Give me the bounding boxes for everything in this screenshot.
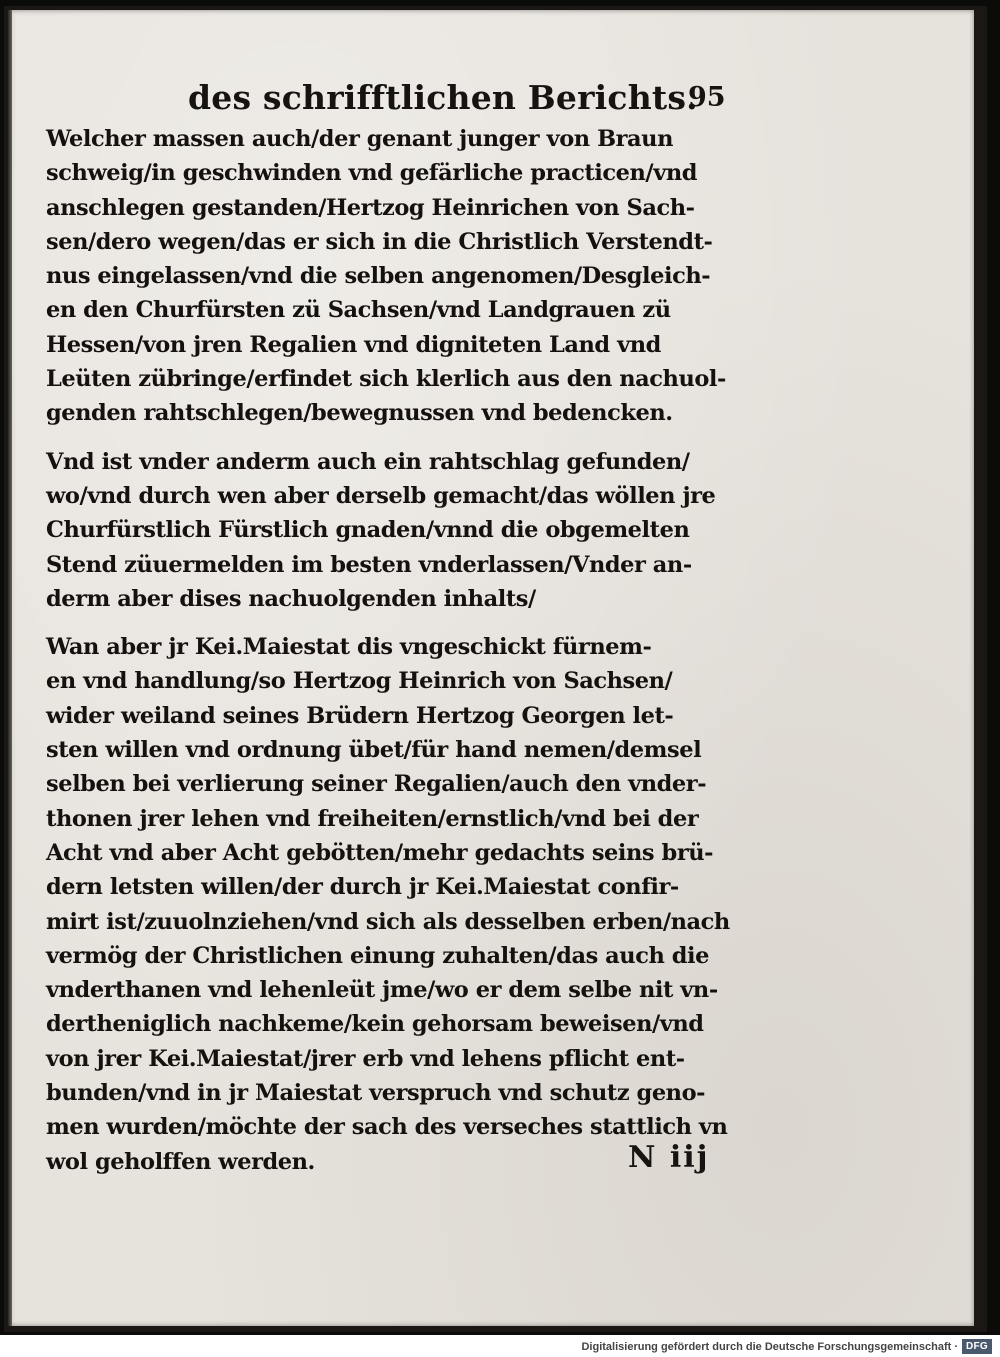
text-line: mirt ist/zuuolnziehen/vnd sich als desselben erben/nach — [46, 908, 730, 935]
text-line: bunden/vnd in jr Maiestat verspruch vnd schutz geno- — [46, 1080, 706, 1107]
text-line: von jrer Kei.Maiestat/jrer erb vnd lehens pflicht ent- — [46, 1045, 685, 1072]
text-line: Acht vnd aber Acht gebötten/mehr gedachts seins brü- — [46, 839, 714, 866]
text-line: anschlegen gestanden/Hertzog Heinrichen von Sach- — [46, 194, 695, 221]
text-line: sen/dero wegen/das er sich in die Christlich Verstendt- — [46, 228, 713, 255]
text-line: Wan aber jr Kei.Maiestat dis vngeschickt fürnem- — [46, 634, 652, 661]
text-line: genden rahtschlegen/bewegnussen vnd bedencken. — [46, 400, 673, 427]
text-line: vnderthanen vnd lehenleüt jme/wo er dem selbe nit vn- — [46, 977, 718, 1004]
text-line: dern letsten willen/der durch jr Kei.Maiestat confir- — [46, 874, 679, 901]
text-line: Hessen/von jren Regalien vnd digniteten Land vnd — [46, 331, 661, 358]
paragraph-1 — [46, 122, 781, 431]
footer-bar — [0, 1335, 1000, 1357]
text-line: schweig/in geschwinden vnd gefärliche practicen/vnd — [46, 160, 698, 187]
text-line: Vnd ist vnder anderm auch ein rahtschlag gefunden/ — [46, 448, 690, 475]
paragraph-gap — [46, 431, 781, 445]
funding-credit: Digitalisierung gefördert durch die Deutsche Forschungsgemeinschaft · — [581, 1341, 958, 1353]
text-line: derm aber dises nachuolgenden inhalts/ — [46, 585, 536, 612]
signature-mark: N iij — [628, 1140, 710, 1175]
text-line: Leüten zübringe/erfindet sich klerlich aus den nachuol- — [46, 366, 726, 393]
text-line: Churfürstlich Fürstlich gnaden/vnnd die obgemelten — [46, 517, 690, 544]
text-line: nus eingelassen/vnd die selben angenomen/Desgleich- — [46, 263, 711, 290]
text-line: men wurden/möchte der sach des verseches stattlich vn — [46, 1114, 728, 1141]
text-line: wider weiland seines Brüdern Hertzog Georgen let- — [46, 702, 674, 729]
text-line: thonen jrer lehen vnd freiheiten/ernstlich/vnd bei der — [46, 805, 699, 832]
text-line: en den Churfürsten zü Sachsen/vnd Landgrauen zü — [46, 297, 671, 324]
text-line: wo/vnd durch wen aber derselb gemacht/das wöllen jre — [46, 482, 716, 509]
paragraph-2 — [46, 445, 781, 616]
text-line: Stend züuermelden im besten vnderlassen/Vnder an- — [46, 551, 692, 578]
paragraph-gap — [46, 616, 781, 630]
text-line: selben bei verlierung seiner Regalien/auch den vnder- — [46, 771, 707, 798]
text-line: vermög der Christlichen einung zuhalten/das auch die — [46, 942, 709, 969]
text-line: dertheniglich nachkeme/kein gehorsam beweisen/vnd — [46, 1011, 704, 1038]
running-head: des schrifftlichen Berichts. — [188, 78, 698, 117]
dfg-logo: DFG — [962, 1339, 992, 1354]
text-line: wol geholffen werden. — [46, 1148, 315, 1175]
text-line: sten willen vnd ordnung übet/für hand nemen/demsel — [46, 737, 702, 764]
paragraph-3 — [46, 630, 781, 1179]
folio-number: 95 — [688, 82, 726, 113]
text-line: en vnd handlung/so Hertzog Heinrich von Sachsen/ — [46, 668, 673, 695]
text-line: Welcher massen auch/der genant junger von Braun — [46, 126, 673, 152]
binding-edge — [8, 10, 12, 1326]
text-block — [46, 122, 781, 1179]
